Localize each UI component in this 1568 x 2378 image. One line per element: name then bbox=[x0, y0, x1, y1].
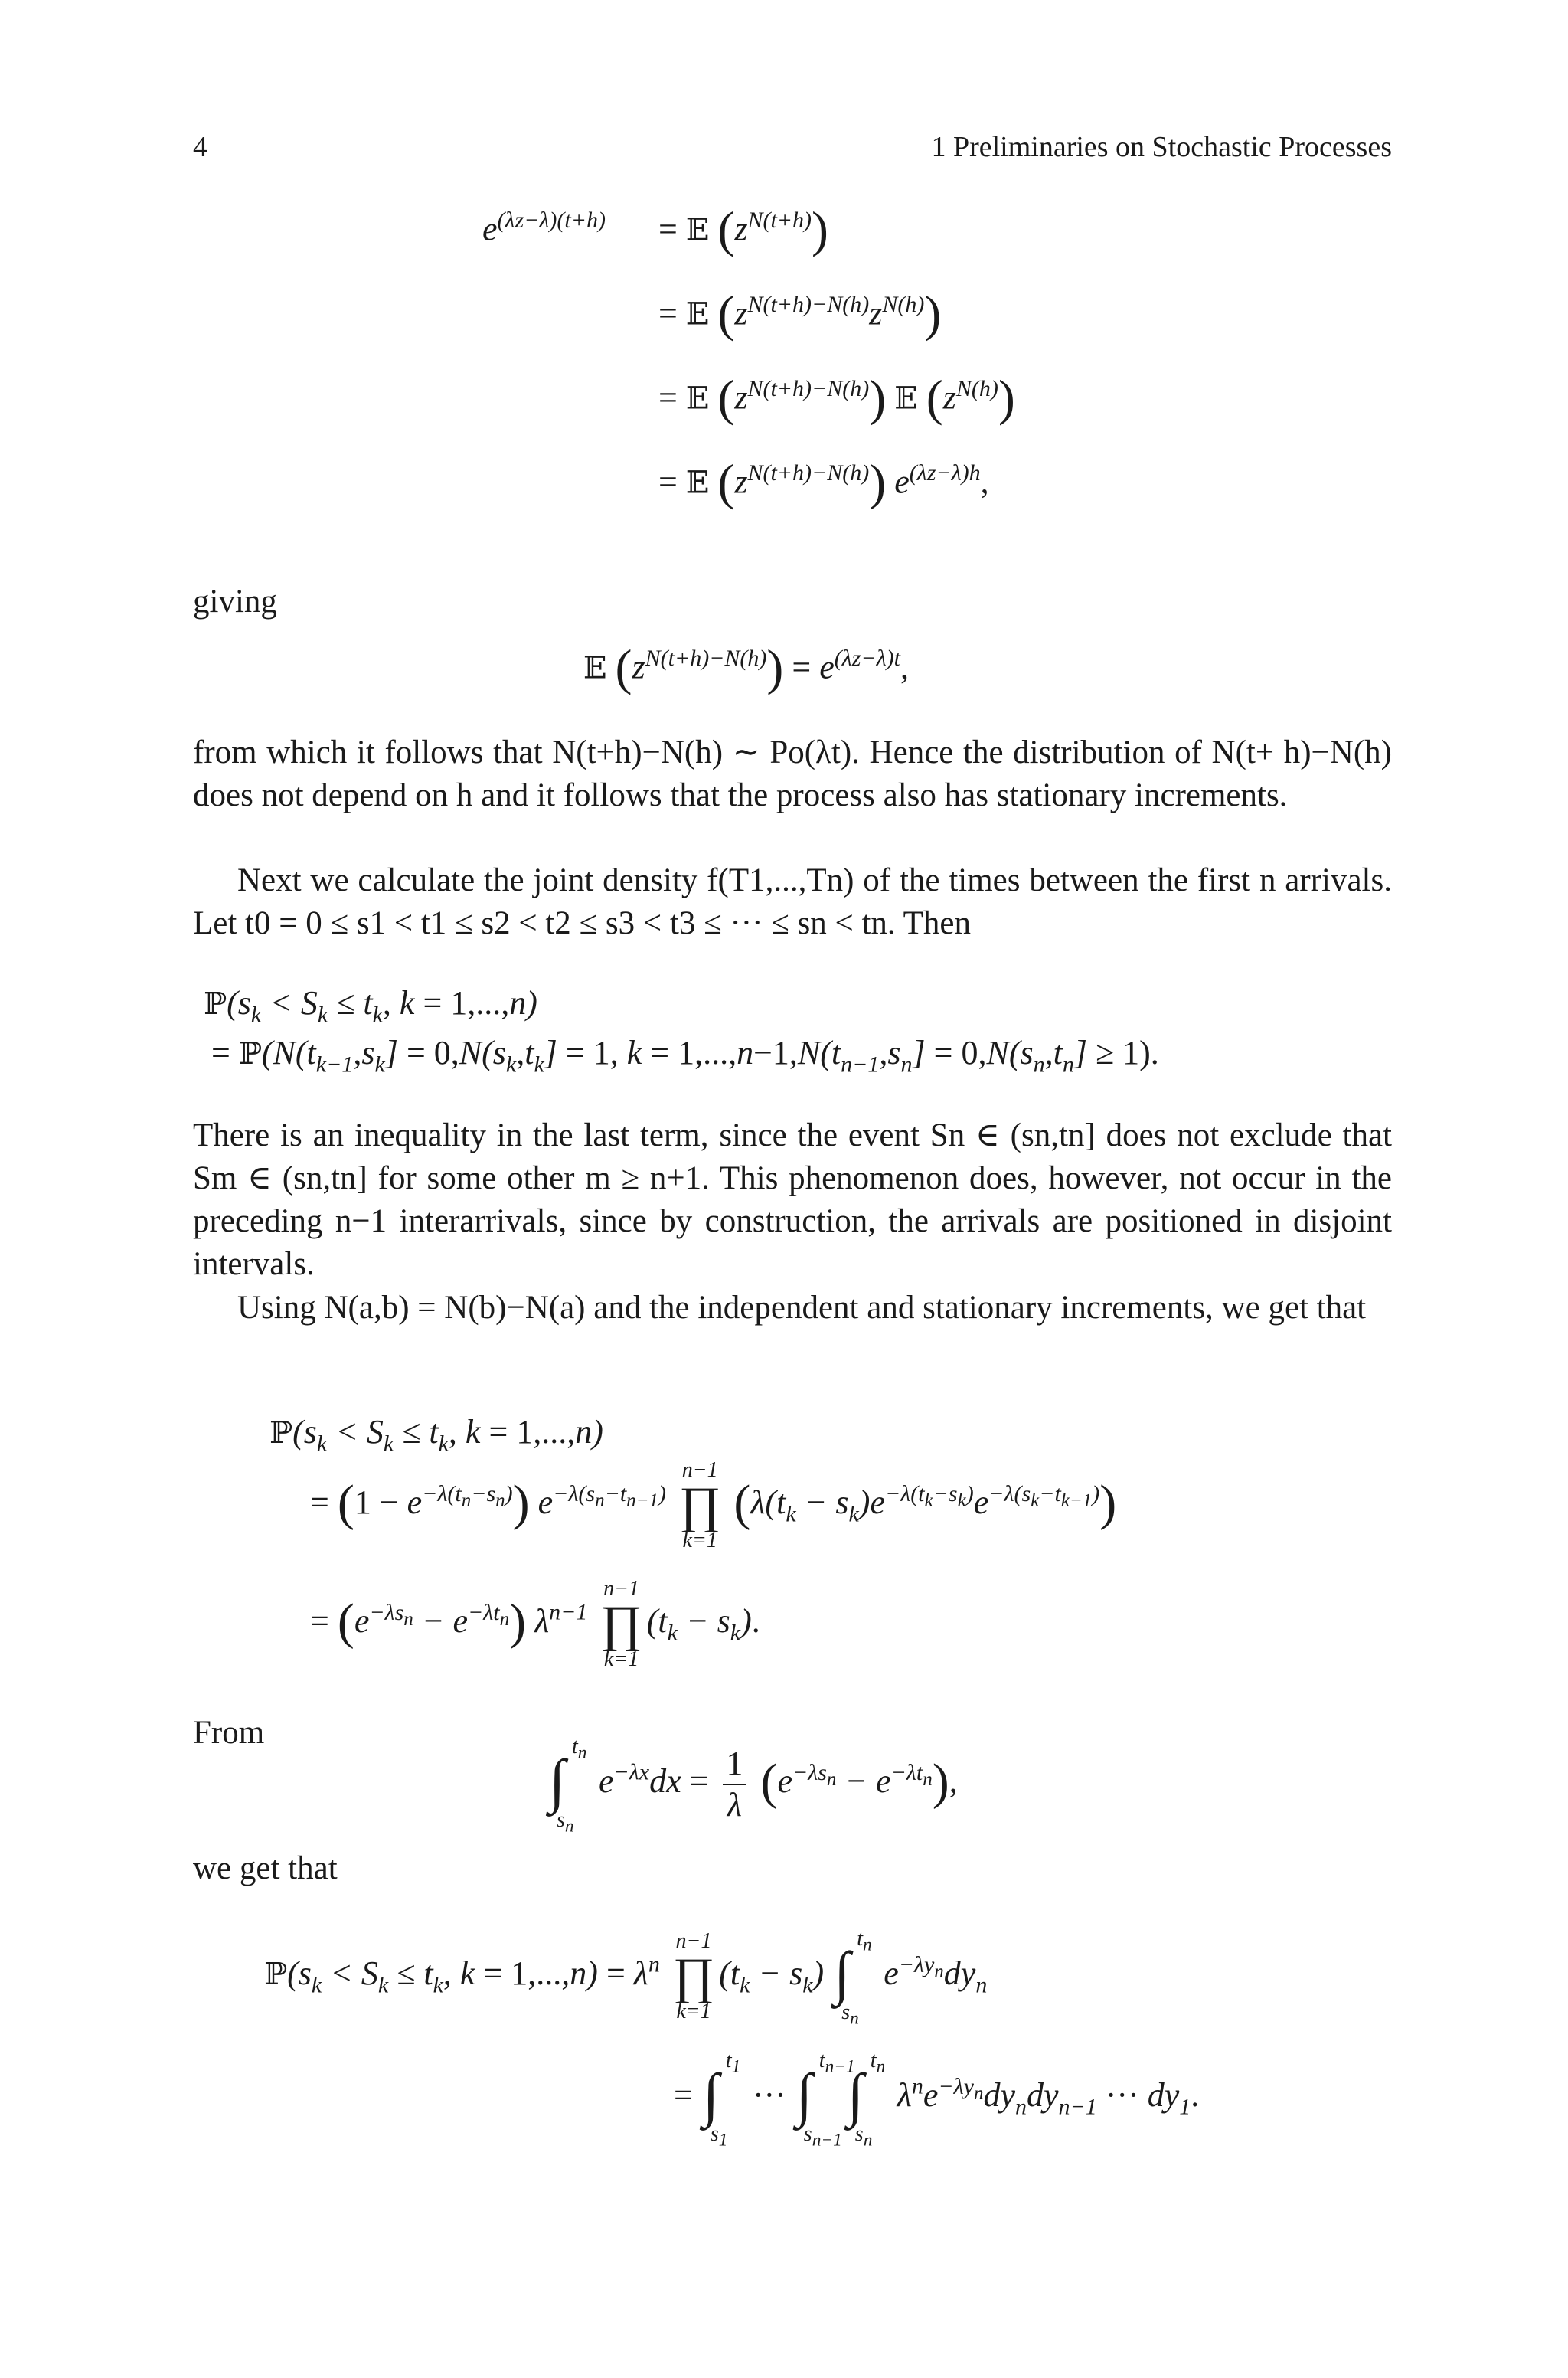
equation-joint-probability-line-3: = $(e^{-\lambda s_n} - e^{-\lambda t_n})$ $\lambda^{n-1}$ n−1 ∏ k=1 $(t_k - s_k)$. bbox=[310, 1577, 760, 1671]
equation-probability-events-line-2: = $ℙ(N(t_{k-1},s_k] = 0,N(s_k,t_k] = 1$, $k = 1,...,n-1,N(t_{n-1},s_n] = 0,N(s_n,t_n] \ge 1$). bbox=[211, 1034, 1159, 1078]
phrase-we-get-that: we get that bbox=[193, 1850, 338, 1886]
product-symbol: n−1 ∏ k=1 bbox=[679, 1458, 721, 1552]
running-title: 1 Preliminaries on Stochastic Processes bbox=[931, 131, 1392, 163]
equation-integral-identity: ∫ $t_n$ $s_n$ $e^{-\lambda x}dx$ = $\frac{1}{\lambda}$ $(e^{-\lambda s_n} - e^{-\lambda t_n})$, bbox=[549, 1735, 958, 1837]
equation-line-4: = 𝔼 $(z^{N(t+h)-N(h)})$ $e^{(\lambda z-\lambda)h}$, bbox=[658, 454, 989, 511]
integral-symbol-2: ∫ $t_n$ $s_n$ bbox=[834, 1927, 872, 2029]
product-symbol-3: n−1 ∏ k=1 bbox=[672, 1929, 715, 2023]
equation-line-2: = 𝔼 $(z^{N(t+h)-N(h)}z^{N(h)})$ bbox=[658, 286, 942, 342]
paragraph-joint-density: Next we calculate the joint density f(T1,...,Tn) of the times between the first n arrivals. Let t0 = 0 ≤ s1 < t1 ≤ s2 < t2 ≤ s3 < t3 ≤ ··· ≤ sn < tn. Then bbox=[193, 862, 1392, 941]
paragraph-stationary-increments: from which it follows that N(t+h)−N(h) ∼ Po(λt). Hence the distribution of N(t+ h)−N(h) does not depend on h and it follows that the process also has stationary increments. bbox=[193, 734, 1392, 813]
page-number: 4 bbox=[193, 131, 207, 163]
equation-probability-events: $ℙ(s_k < S_k \le t_k$, k = 1,...,n) bbox=[204, 984, 537, 1028]
paragraph-using-increments: Using N(a,b) = N(b)−N(a) and the independent and stationary increments, we get that bbox=[237, 1290, 1367, 1326]
equation-generating-function-chain: $e^{(\lambda z-\lambda)(t+h)}$ bbox=[482, 208, 606, 248]
integral-symbol-3: ∫ $t_1$ $s_1$ bbox=[702, 2049, 741, 2151]
equation-final-density: $ℙ(s_k < S_k \le t_k$, $k = 1,...,n) = \lambda^n$ n−1 ∏ k=1 $(t_k - s_k)$ ∫ $t_n$ $s_n$ $e^{-\lambda y_n}dy_n$ bbox=[264, 1927, 988, 2029]
equation-final-density-line-2: = ∫ $t_1$ $s_1$ ··· ∫ $t_{n-1}$ $s_{n-1}$ ∫ $t_n$ $s_n$ $\lambda^ne^{-\lambda y_n}dy_ndy_{n-1}$ ··· $dy_1$. bbox=[674, 2049, 1200, 2151]
page-header bbox=[193, 130, 1392, 168]
equation-joint-probability: $ℙ(s_k < S_k \le t_k$, k = 1,...,n) bbox=[270, 1413, 603, 1457]
integral-symbol-4: ∫ $t_{n-1}$ $s_{n-1}$ bbox=[795, 2049, 855, 2151]
equation-joint-probability-line-2: = $(1 - e^{-\lambda(t_n-s_n)})$ $e^{-\lambda(s_n-t_{n-1})}$ n−1 ∏ k=1 $(\lambda(t_k - s_k)e^{-\lambda(t_k-s_k)}e^{-\lambda(s_k-t_{k-1})})$ bbox=[310, 1458, 1117, 1552]
equation-line-3: = 𝔼 $(z^{N(t+h)-N(h)})$ 𝔼 $(z^{N(h)})$ bbox=[658, 370, 1015, 427]
product-symbol-2: n−1 ∏ k=1 bbox=[600, 1577, 642, 1671]
paragraph-inequality-remark: There is an inequality in the last term, since the event Sn ∈ (sn,tn] does not exclude that Sm ∈ (sn,tn] for some other m ≥ n+1. This phenomenon does, however, not occur in the preceding n−1 interarrivals, since by construction, the arrivals are positioned in disjoint intervals. bbox=[193, 1117, 1392, 1282]
word-from: From bbox=[193, 1715, 265, 1751]
integral-symbol-5: ∫ $t_n$ $s_n$ bbox=[847, 2049, 886, 2151]
equation-increment-pgf: 𝔼 $(z^{N(t+h)-N(h)}) = e^{(\lambda z-\lambda)t}$, bbox=[583, 639, 909, 696]
integral-symbol: ∫ $t_n$ $s_n$ bbox=[549, 1735, 587, 1837]
equation-line-1: = 𝔼 $(z^{N(t+h)})$ bbox=[658, 201, 828, 258]
fraction-one-over-lambda: $\frac{1}{\lambda}$ bbox=[723, 1744, 746, 1825]
word-giving: giving bbox=[193, 584, 277, 620]
